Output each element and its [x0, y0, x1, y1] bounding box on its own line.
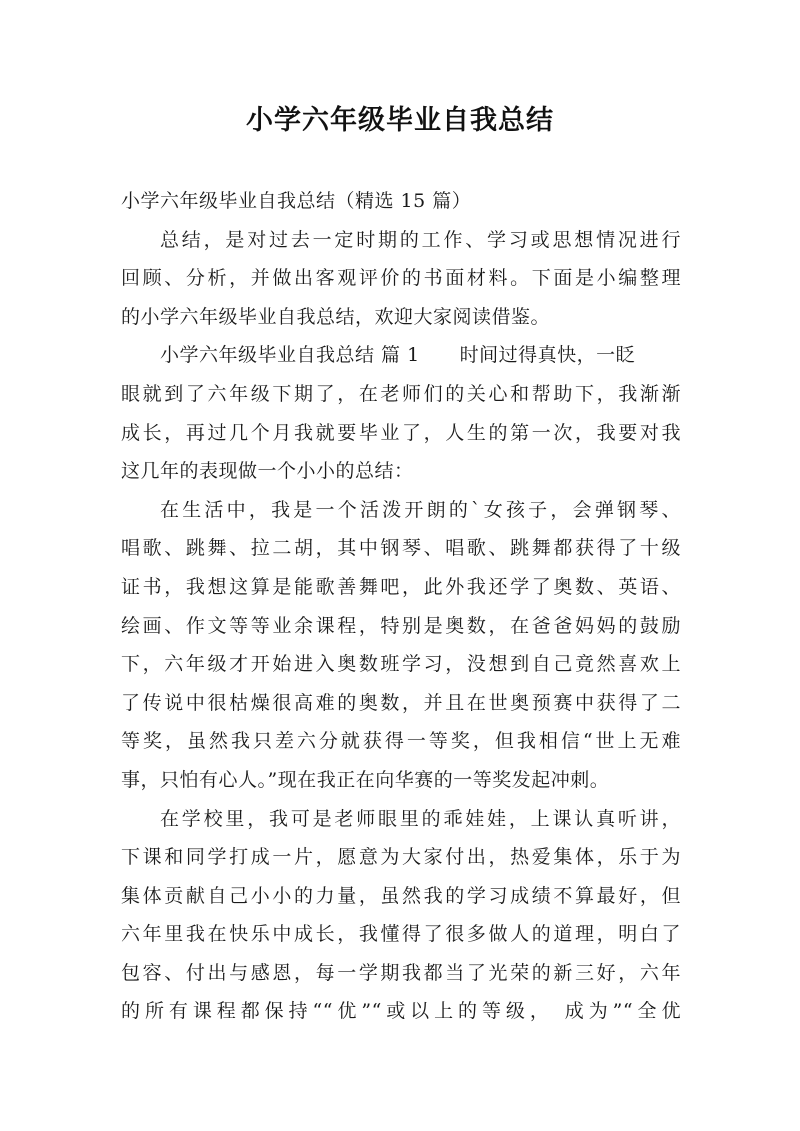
paragraph-line: 了传说中很枯燥很高难的奥数，并且在世奥预赛中获得了二: [121, 691, 681, 714]
paragraph-start: 时间过得真快，一眨: [459, 344, 636, 367]
paragraph-line: 这几年的表现做一个小小的总结：: [121, 460, 414, 483]
paragraph-line: 绘画、作文等等业余课程，特别是奥数，在爸爸妈妈的鼓励: [121, 614, 681, 637]
subtitle-line: 小学六年级毕业自我总结（精选 15 篇）: [121, 190, 472, 212]
section-heading-line: [121, 336, 681, 375]
paragraph-line: 的所有课程都保持““优”“或以上的等级， 成为”“全优: [121, 1000, 681, 1023]
section-heading: 小学六年级毕业自我总结 篇 1: [160, 344, 420, 367]
paragraph-line: 下，六年级才开始进入奥数班学习，没想到自己竟然喜欢上: [121, 653, 681, 676]
paragraph-line: 集体贡献自己小小的力量，虽然我的学习成绩不算最好，但: [121, 884, 681, 907]
paragraph-line: 成长，再过几个月我就要毕业了，人生的第一次，我要对我: [121, 421, 681, 444]
paragraph-line: 在学校里，我可是老师眼里的乖娃娃，上课认真听讲，: [160, 807, 681, 830]
paragraph-line: 的小学六年级毕业自我总结，欢迎大家阅读借鉴。: [121, 305, 551, 328]
paragraph-line: 事，只怕有心人。”现在我正在向华赛的一等奖发起冲刺。: [121, 768, 610, 791]
paragraph-line: 眼就到了六年级下期了，在老师们的关心和帮助下，我渐渐: [121, 382, 681, 405]
document-body: [121, 182, 681, 1031]
paragraph-line: 回顾、分析，并做出客观评价的书面材料。下面是小编整理: [121, 267, 681, 290]
paragraph-line: 总结，是对过去一定时期的工作、学习或思想情况进行: [160, 228, 681, 251]
paragraph-line: 证书，我想这算是能歌善舞吧，此外我还学了奥数、英语、: [121, 575, 681, 598]
page-title: 小学六年级毕业自我总结: [246, 105, 554, 136]
paragraph-line: 六年里我在快乐中成长，我懂得了很多做人的道理，明白了: [121, 923, 681, 946]
paragraph-line: 唱歌、跳舞、拉二胡，其中钢琴、唱歌、跳舞都获得了十级: [121, 537, 681, 560]
paragraph-line: 下课和同学打成一片，愿意为大家付出，热爱集体，乐于为: [121, 846, 681, 869]
paragraph-line: 在生活中，我是一个活泼开朗的`女孩子，会弹钢琴、: [160, 498, 681, 521]
paragraph-line: 包容、付出与感恩，每一学期我都当了光荣的新三好，六年: [121, 961, 681, 984]
paragraph-line: 等奖，虽然我只差六分就获得一等奖，但我相信“世上无难: [121, 730, 681, 753]
